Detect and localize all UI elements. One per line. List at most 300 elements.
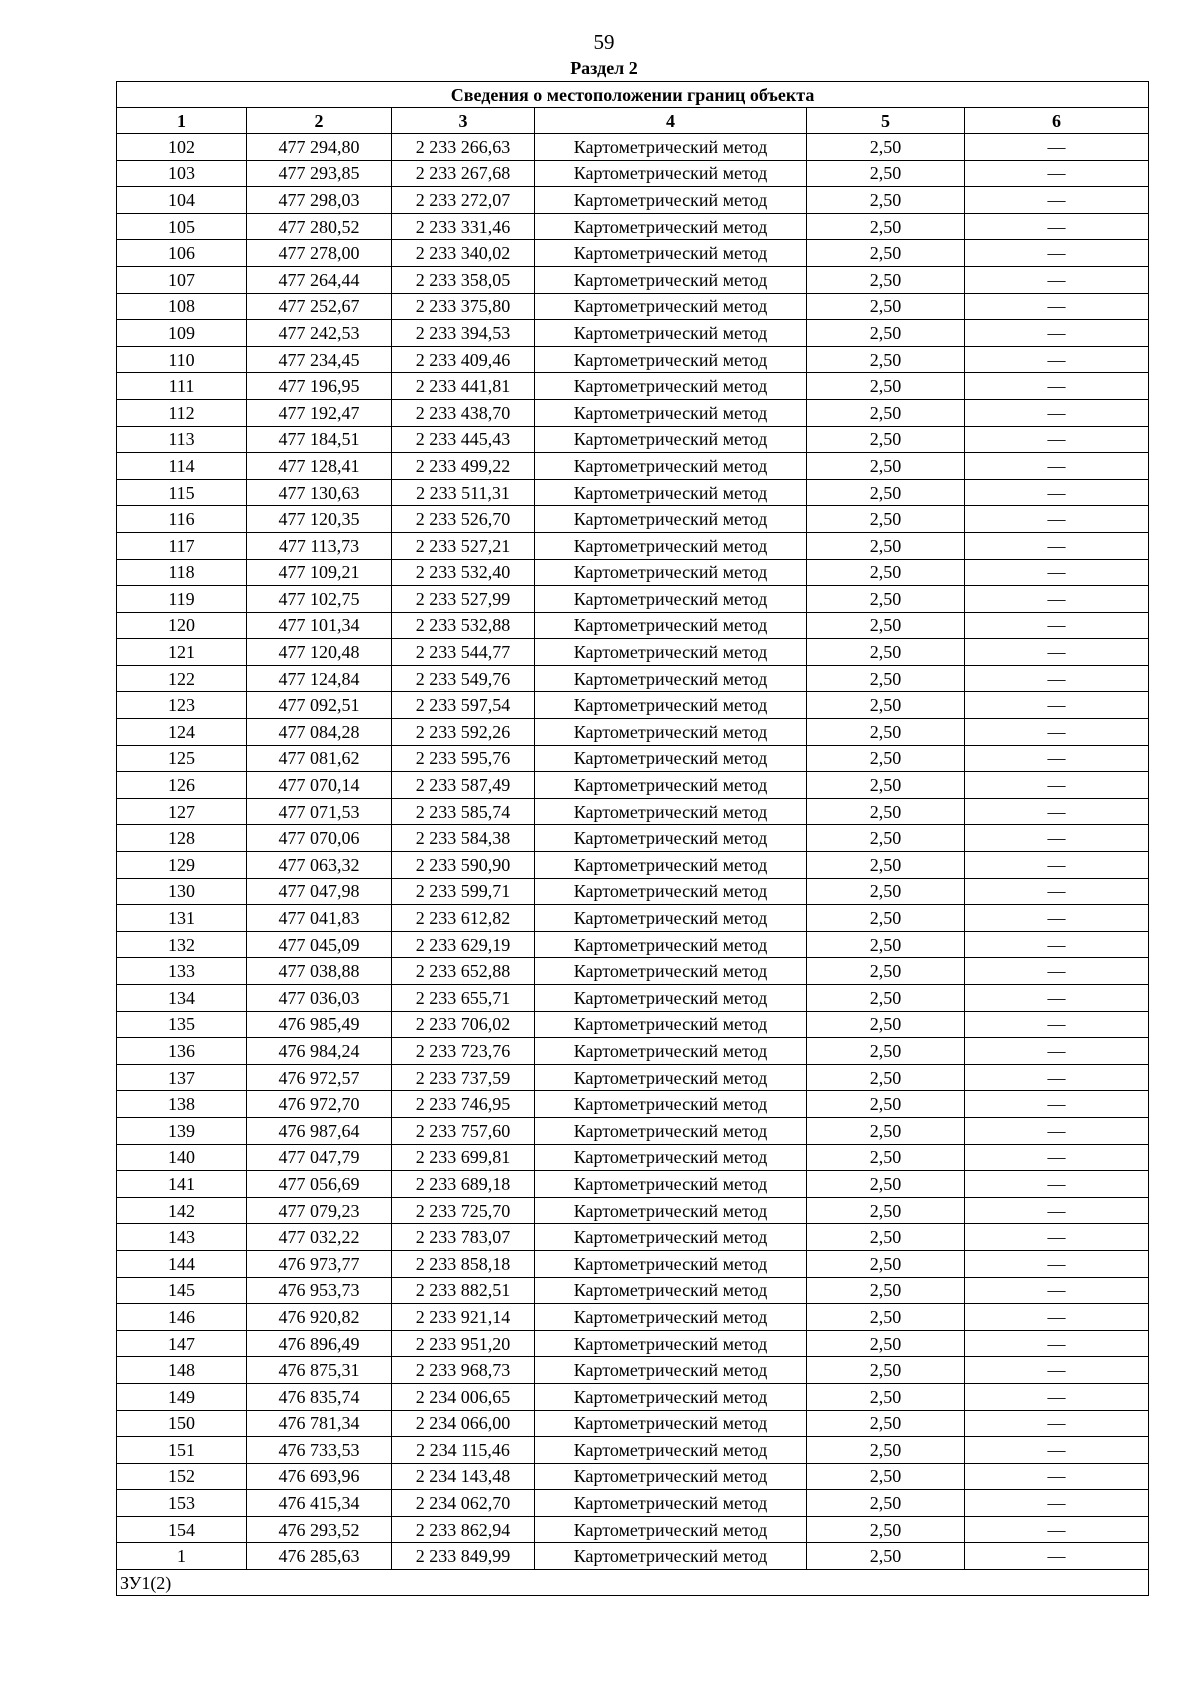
cell-description: — bbox=[965, 1437, 1149, 1464]
cell-coordinate-y: 2 233 757,60 bbox=[392, 1117, 535, 1144]
cell-coordinate-x: 476 835,74 bbox=[247, 1383, 392, 1410]
cell-point-number: 143 bbox=[117, 1224, 247, 1251]
cell-method: Картометрический метод bbox=[535, 745, 807, 772]
cell-point-number: 134 bbox=[117, 985, 247, 1012]
cell-point-number: 142 bbox=[117, 1197, 247, 1224]
cell-coordinate-x: 477 278,00 bbox=[247, 240, 392, 267]
cell-method: Картометрический метод bbox=[535, 373, 807, 400]
column-header-5: 5 bbox=[807, 108, 965, 134]
column-header-3: 3 bbox=[392, 108, 535, 134]
cell-coordinate-y: 2 233 629,19 bbox=[392, 931, 535, 958]
cell-accuracy: 2,50 bbox=[807, 1144, 965, 1171]
cell-description: — bbox=[965, 426, 1149, 453]
cell-description: — bbox=[965, 559, 1149, 586]
cell-method: Картометрический метод bbox=[535, 1117, 807, 1144]
cell-point-number: 138 bbox=[117, 1091, 247, 1118]
cell-coordinate-x: 477 113,73 bbox=[247, 532, 392, 559]
cell-description: — bbox=[965, 905, 1149, 932]
cell-coordinate-x: 476 285,63 bbox=[247, 1543, 392, 1570]
cell-point-number: 140 bbox=[117, 1144, 247, 1171]
cell-coordinate-x: 477 101,34 bbox=[247, 612, 392, 639]
cell-accuracy: 2,50 bbox=[807, 293, 965, 320]
cell-method: Картометрический метод bbox=[535, 453, 807, 480]
cell-description: — bbox=[965, 134, 1149, 161]
table-row bbox=[117, 1224, 1149, 1251]
cell-accuracy: 2,50 bbox=[807, 852, 965, 879]
cell-description: — bbox=[965, 931, 1149, 958]
cell-coordinate-x: 477 120,48 bbox=[247, 639, 392, 666]
table-row bbox=[117, 373, 1149, 400]
cell-method: Картометрический метод bbox=[535, 1437, 807, 1464]
cell-coordinate-y: 2 233 723,76 bbox=[392, 1038, 535, 1065]
table-row bbox=[117, 532, 1149, 559]
table-row bbox=[117, 1543, 1149, 1570]
cell-method: Картометрический метод bbox=[535, 719, 807, 746]
cell-method: Картометрический метод bbox=[535, 985, 807, 1012]
cell-accuracy: 2,50 bbox=[807, 240, 965, 267]
cell-point-number: 107 bbox=[117, 266, 247, 293]
cell-point-number: 145 bbox=[117, 1277, 247, 1304]
cell-coordinate-y: 2 233 445,43 bbox=[392, 426, 535, 453]
cell-description: — bbox=[965, 745, 1149, 772]
cell-coordinate-y: 2 233 266,63 bbox=[392, 134, 535, 161]
table-row bbox=[117, 719, 1149, 746]
table-row bbox=[117, 745, 1149, 772]
cell-point-number: 124 bbox=[117, 719, 247, 746]
cell-coordinate-x: 476 984,24 bbox=[247, 1038, 392, 1065]
cell-method: Картометрический метод bbox=[535, 1516, 807, 1543]
cell-method: Картометрический метод bbox=[535, 1144, 807, 1171]
table-row bbox=[117, 1383, 1149, 1410]
cell-description: — bbox=[965, 719, 1149, 746]
table-row bbox=[117, 1091, 1149, 1118]
cell-coordinate-y: 2 233 595,76 bbox=[392, 745, 535, 772]
cell-point-number: 126 bbox=[117, 772, 247, 799]
cell-accuracy: 2,50 bbox=[807, 1197, 965, 1224]
cell-coordinate-y: 2 233 272,07 bbox=[392, 187, 535, 214]
cell-method: Картометрический метод bbox=[535, 266, 807, 293]
cell-point-number: 129 bbox=[117, 852, 247, 879]
cell-accuracy: 2,50 bbox=[807, 453, 965, 480]
cell-method: Картометрический метод bbox=[535, 1197, 807, 1224]
cell-method: Картометрический метод bbox=[535, 240, 807, 267]
table-row bbox=[117, 852, 1149, 879]
cell-description: — bbox=[965, 1410, 1149, 1437]
cell-method: Картометрический метод bbox=[535, 1224, 807, 1251]
cell-description: — bbox=[965, 772, 1149, 799]
cell-method: Картометрический метод bbox=[535, 1543, 807, 1570]
table-row bbox=[117, 825, 1149, 852]
cell-accuracy: 2,50 bbox=[807, 1490, 965, 1517]
cell-method: Картометрический метод bbox=[535, 612, 807, 639]
cell-point-number: 139 bbox=[117, 1117, 247, 1144]
cell-point-number: 112 bbox=[117, 399, 247, 426]
cell-point-number: 136 bbox=[117, 1038, 247, 1065]
cell-accuracy: 2,50 bbox=[807, 1330, 965, 1357]
cell-accuracy: 2,50 bbox=[807, 1543, 965, 1570]
cell-coordinate-x: 477 293,85 bbox=[247, 160, 392, 187]
cell-coordinate-y: 2 233 862,94 bbox=[392, 1516, 535, 1543]
cell-coordinate-x: 477 041,83 bbox=[247, 905, 392, 932]
cell-coordinate-y: 2 234 006,65 bbox=[392, 1383, 535, 1410]
cell-coordinate-x: 477 084,28 bbox=[247, 719, 392, 746]
cell-method: Картометрический метод bbox=[535, 1250, 807, 1277]
cell-description: — bbox=[965, 293, 1149, 320]
cell-method: Картометрический метод bbox=[535, 878, 807, 905]
cell-coordinate-x: 477 280,52 bbox=[247, 213, 392, 240]
cell-coordinate-x: 477 047,79 bbox=[247, 1144, 392, 1171]
table-row bbox=[117, 665, 1149, 692]
cell-coordinate-x: 477 294,80 bbox=[247, 134, 392, 161]
cell-method: Картометрический метод bbox=[535, 1011, 807, 1038]
cell-coordinate-y: 2 233 340,02 bbox=[392, 240, 535, 267]
cell-point-number: 122 bbox=[117, 665, 247, 692]
cell-accuracy: 2,50 bbox=[807, 665, 965, 692]
cell-point-number: 109 bbox=[117, 320, 247, 347]
page-number: 59 bbox=[593, 30, 615, 54]
cell-coordinate-y: 2 233 599,71 bbox=[392, 878, 535, 905]
cell-method: Картометрический метод bbox=[535, 559, 807, 586]
cell-method: Картометрический метод bbox=[535, 532, 807, 559]
cell-coordinate-x: 477 124,84 bbox=[247, 665, 392, 692]
cell-method: Картометрический метод bbox=[535, 825, 807, 852]
cell-method: Картометрический метод bbox=[535, 772, 807, 799]
cell-point-number: 130 bbox=[117, 878, 247, 905]
table-row bbox=[117, 213, 1149, 240]
column-header-1: 1 bbox=[117, 108, 247, 134]
table-row bbox=[117, 1463, 1149, 1490]
cell-point-number: 148 bbox=[117, 1357, 247, 1384]
cell-coordinate-y: 2 233 394,53 bbox=[392, 320, 535, 347]
cell-description: — bbox=[965, 1197, 1149, 1224]
cell-accuracy: 2,50 bbox=[807, 1171, 965, 1198]
cell-coordinate-x: 477 045,09 bbox=[247, 931, 392, 958]
table-row bbox=[117, 346, 1149, 373]
cell-accuracy: 2,50 bbox=[807, 213, 965, 240]
cell-coordinate-x: 476 953,73 bbox=[247, 1277, 392, 1304]
cell-method: Картометрический метод bbox=[535, 931, 807, 958]
cell-point-number: 141 bbox=[117, 1171, 247, 1198]
cell-accuracy: 2,50 bbox=[807, 1117, 965, 1144]
cell-point-number: 102 bbox=[117, 134, 247, 161]
cell-accuracy: 2,50 bbox=[807, 1410, 965, 1437]
cell-coordinate-y: 2 233 549,76 bbox=[392, 665, 535, 692]
cell-point-number: 106 bbox=[117, 240, 247, 267]
cell-coordinate-x: 477 071,53 bbox=[247, 798, 392, 825]
cell-description: — bbox=[965, 506, 1149, 533]
cell-coordinate-y: 2 233 438,70 bbox=[392, 399, 535, 426]
cell-method: Картометрический метод bbox=[535, 1277, 807, 1304]
cell-coordinate-y: 2 233 592,26 bbox=[392, 719, 535, 746]
cell-point-number: 117 bbox=[117, 532, 247, 559]
cell-coordinate-x: 477 047,98 bbox=[247, 878, 392, 905]
cell-description: — bbox=[965, 1383, 1149, 1410]
cell-coordinate-x: 477 196,95 bbox=[247, 373, 392, 400]
cell-coordinate-y: 2 233 951,20 bbox=[392, 1330, 535, 1357]
cell-accuracy: 2,50 bbox=[807, 931, 965, 958]
cell-accuracy: 2,50 bbox=[807, 692, 965, 719]
cell-coordinate-y: 2 233 532,88 bbox=[392, 612, 535, 639]
table-row bbox=[117, 1304, 1149, 1331]
column-header-6: 6 bbox=[965, 108, 1149, 134]
table-row bbox=[117, 1250, 1149, 1277]
cell-coordinate-y: 2 233 358,05 bbox=[392, 266, 535, 293]
cell-coordinate-x: 477 092,51 bbox=[247, 692, 392, 719]
cell-description: — bbox=[965, 213, 1149, 240]
cell-description: — bbox=[965, 1171, 1149, 1198]
cell-description: — bbox=[965, 798, 1149, 825]
cell-coordinate-x: 477 036,03 bbox=[247, 985, 392, 1012]
table-row bbox=[117, 1490, 1149, 1517]
cell-accuracy: 2,50 bbox=[807, 1011, 965, 1038]
cell-coordinate-y: 2 233 587,49 bbox=[392, 772, 535, 799]
column-header-4: 4 bbox=[535, 108, 807, 134]
cell-description: — bbox=[965, 1490, 1149, 1517]
table-row bbox=[117, 586, 1149, 613]
table-row bbox=[117, 320, 1149, 347]
cell-coordinate-y: 2 234 062,70 bbox=[392, 1490, 535, 1517]
cell-point-number: 120 bbox=[117, 612, 247, 639]
cell-coordinate-y: 2 233 331,46 bbox=[392, 213, 535, 240]
cell-accuracy: 2,50 bbox=[807, 479, 965, 506]
table-row bbox=[117, 1038, 1149, 1065]
cell-coordinate-x: 476 896,49 bbox=[247, 1330, 392, 1357]
cell-description: — bbox=[965, 852, 1149, 879]
section-title: Раздел 2 bbox=[570, 58, 638, 78]
cell-coordinate-x: 477 192,47 bbox=[247, 399, 392, 426]
cell-point-number: 113 bbox=[117, 426, 247, 453]
cell-description: — bbox=[965, 266, 1149, 293]
cell-method: Картометрический метод bbox=[535, 1171, 807, 1198]
cell-coordinate-y: 2 233 612,82 bbox=[392, 905, 535, 932]
cell-description: — bbox=[965, 399, 1149, 426]
cell-point-number: 152 bbox=[117, 1463, 247, 1490]
cell-coordinate-x: 477 252,67 bbox=[247, 293, 392, 320]
cell-coordinate-y: 2 234 143,48 bbox=[392, 1463, 535, 1490]
cell-description: — bbox=[965, 1277, 1149, 1304]
cell-coordinate-y: 2 233 655,71 bbox=[392, 985, 535, 1012]
cell-accuracy: 2,50 bbox=[807, 346, 965, 373]
cell-accuracy: 2,50 bbox=[807, 532, 965, 559]
table-row bbox=[117, 772, 1149, 799]
cell-method: Картометрический метод bbox=[535, 187, 807, 214]
table-row bbox=[117, 1437, 1149, 1464]
cell-coordinate-x: 476 293,52 bbox=[247, 1516, 392, 1543]
cell-method: Картометрический метод bbox=[535, 1357, 807, 1384]
cell-description: — bbox=[965, 958, 1149, 985]
cell-accuracy: 2,50 bbox=[807, 160, 965, 187]
cell-method: Картометрический метод bbox=[535, 1304, 807, 1331]
cell-point-number: 125 bbox=[117, 745, 247, 772]
cell-point-number: 149 bbox=[117, 1383, 247, 1410]
footer-row bbox=[117, 1570, 1149, 1596]
cell-coordinate-x: 477 063,32 bbox=[247, 852, 392, 879]
cell-coordinate-x: 476 987,64 bbox=[247, 1117, 392, 1144]
cell-coordinate-x: 477 070,14 bbox=[247, 772, 392, 799]
cell-description: — bbox=[965, 825, 1149, 852]
table-row bbox=[117, 266, 1149, 293]
cell-coordinate-y: 2 233 699,81 bbox=[392, 1144, 535, 1171]
cell-coordinate-x: 477 070,06 bbox=[247, 825, 392, 852]
table-row bbox=[117, 160, 1149, 187]
cell-coordinate-x: 477 079,23 bbox=[247, 1197, 392, 1224]
table-row bbox=[117, 479, 1149, 506]
table-row bbox=[117, 1197, 1149, 1224]
cell-coordinate-y: 2 233 441,81 bbox=[392, 373, 535, 400]
cell-coordinate-y: 2 233 267,68 bbox=[392, 160, 535, 187]
table-row bbox=[117, 985, 1149, 1012]
table-caption: Сведения о местоположении границ объекта bbox=[117, 82, 1149, 108]
cell-coordinate-y: 2 233 527,99 bbox=[392, 586, 535, 613]
cell-coordinate-x: 477 038,88 bbox=[247, 958, 392, 985]
boundary-coordinates-table bbox=[116, 81, 1149, 1596]
cell-coordinate-y: 2 234 115,46 bbox=[392, 1437, 535, 1464]
cell-accuracy: 2,50 bbox=[807, 958, 965, 985]
cell-description: — bbox=[965, 1250, 1149, 1277]
cell-description: — bbox=[965, 639, 1149, 666]
cell-accuracy: 2,50 bbox=[807, 1277, 965, 1304]
cell-method: Картометрический метод bbox=[535, 958, 807, 985]
cell-point-number: 111 bbox=[117, 373, 247, 400]
table-row bbox=[117, 187, 1149, 214]
cell-description: — bbox=[965, 1330, 1149, 1357]
cell-method: Картометрический метод bbox=[535, 639, 807, 666]
cell-description: — bbox=[965, 665, 1149, 692]
cell-coordinate-x: 477 298,03 bbox=[247, 187, 392, 214]
cell-coordinate-y: 2 233 585,74 bbox=[392, 798, 535, 825]
cell-description: — bbox=[965, 532, 1149, 559]
cell-description: — bbox=[965, 1144, 1149, 1171]
table-row bbox=[117, 1330, 1149, 1357]
cell-description: — bbox=[965, 1543, 1149, 1570]
cell-coordinate-x: 477 102,75 bbox=[247, 586, 392, 613]
cell-point-number: 1 bbox=[117, 1543, 247, 1570]
cell-method: Картометрический метод bbox=[535, 320, 807, 347]
table-row bbox=[117, 612, 1149, 639]
cell-coordinate-x: 476 972,57 bbox=[247, 1064, 392, 1091]
cell-point-number: 118 bbox=[117, 559, 247, 586]
cell-point-number: 151 bbox=[117, 1437, 247, 1464]
table-row bbox=[117, 1144, 1149, 1171]
cell-accuracy: 2,50 bbox=[807, 798, 965, 825]
cell-accuracy: 2,50 bbox=[807, 320, 965, 347]
cell-coordinate-y: 2 233 375,80 bbox=[392, 293, 535, 320]
cell-coordinate-x: 476 733,53 bbox=[247, 1437, 392, 1464]
cell-coordinate-x: 476 985,49 bbox=[247, 1011, 392, 1038]
cell-description: — bbox=[965, 878, 1149, 905]
column-header-row bbox=[117, 108, 1149, 134]
cell-accuracy: 2,50 bbox=[807, 1064, 965, 1091]
table-row bbox=[117, 1011, 1149, 1038]
cell-method: Картометрический метод bbox=[535, 1330, 807, 1357]
cell-accuracy: 2,50 bbox=[807, 1463, 965, 1490]
cell-coordinate-y: 2 233 544,77 bbox=[392, 639, 535, 666]
cell-point-number: 137 bbox=[117, 1064, 247, 1091]
cell-coordinate-y: 2 233 532,40 bbox=[392, 559, 535, 586]
cell-description: — bbox=[965, 692, 1149, 719]
cell-coordinate-x: 477 109,21 bbox=[247, 559, 392, 586]
cell-method: Картометрический метод bbox=[535, 213, 807, 240]
cell-point-number: 147 bbox=[117, 1330, 247, 1357]
cell-method: Картометрический метод bbox=[535, 479, 807, 506]
table-row bbox=[117, 905, 1149, 932]
cell-method: Картометрический метод bbox=[535, 399, 807, 426]
cell-description: — bbox=[965, 1011, 1149, 1038]
cell-method: Картометрический метод bbox=[535, 665, 807, 692]
cell-coordinate-y: 2 233 737,59 bbox=[392, 1064, 535, 1091]
cell-point-number: 114 bbox=[117, 453, 247, 480]
cell-description: — bbox=[965, 1038, 1149, 1065]
cell-method: Картометрический метод bbox=[535, 1091, 807, 1118]
cell-coordinate-y: 2 233 527,21 bbox=[392, 532, 535, 559]
cell-method: Картометрический метод bbox=[535, 798, 807, 825]
cell-point-number: 128 bbox=[117, 825, 247, 852]
cell-accuracy: 2,50 bbox=[807, 719, 965, 746]
cell-point-number: 154 bbox=[117, 1516, 247, 1543]
cell-coordinate-x: 477 128,41 bbox=[247, 453, 392, 480]
cell-accuracy: 2,50 bbox=[807, 266, 965, 293]
cell-point-number: 121 bbox=[117, 639, 247, 666]
cell-description: — bbox=[965, 479, 1149, 506]
cell-accuracy: 2,50 bbox=[807, 1357, 965, 1384]
table-row bbox=[117, 426, 1149, 453]
table-row bbox=[117, 453, 1149, 480]
cell-description: — bbox=[965, 586, 1149, 613]
plot-label: ЗУ1(2) bbox=[117, 1570, 1149, 1596]
cell-method: Картометрический метод bbox=[535, 506, 807, 533]
cell-description: — bbox=[965, 1357, 1149, 1384]
cell-coordinate-x: 476 415,34 bbox=[247, 1490, 392, 1517]
cell-coordinate-y: 2 233 849,99 bbox=[392, 1543, 535, 1570]
cell-point-number: 115 bbox=[117, 479, 247, 506]
cell-method: Картометрический метод bbox=[535, 692, 807, 719]
cell-coordinate-x: 476 920,82 bbox=[247, 1304, 392, 1331]
cell-coordinate-y: 2 233 858,18 bbox=[392, 1250, 535, 1277]
table-row bbox=[117, 506, 1149, 533]
cell-description: — bbox=[965, 346, 1149, 373]
cell-description: — bbox=[965, 612, 1149, 639]
cell-coordinate-x: 477 120,35 bbox=[247, 506, 392, 533]
table-row bbox=[117, 798, 1149, 825]
cell-coordinate-x: 476 972,70 bbox=[247, 1091, 392, 1118]
cell-accuracy: 2,50 bbox=[807, 905, 965, 932]
table-row bbox=[117, 692, 1149, 719]
cell-description: — bbox=[965, 453, 1149, 480]
cell-accuracy: 2,50 bbox=[807, 612, 965, 639]
table-row bbox=[117, 878, 1149, 905]
cell-description: — bbox=[965, 1091, 1149, 1118]
cell-description: — bbox=[965, 160, 1149, 187]
cell-description: — bbox=[965, 320, 1149, 347]
cell-accuracy: 2,50 bbox=[807, 373, 965, 400]
cell-accuracy: 2,50 bbox=[807, 506, 965, 533]
cell-accuracy: 2,50 bbox=[807, 639, 965, 666]
cell-method: Картометрический метод bbox=[535, 346, 807, 373]
cell-coordinate-y: 2 233 590,90 bbox=[392, 852, 535, 879]
cell-coordinate-y: 2 233 499,22 bbox=[392, 453, 535, 480]
cell-accuracy: 2,50 bbox=[807, 399, 965, 426]
cell-description: — bbox=[965, 373, 1149, 400]
cell-point-number: 127 bbox=[117, 798, 247, 825]
cell-accuracy: 2,50 bbox=[807, 586, 965, 613]
table-row bbox=[117, 1277, 1149, 1304]
cell-method: Картометрический метод bbox=[535, 134, 807, 161]
table-row bbox=[117, 1410, 1149, 1437]
cell-coordinate-y: 2 233 725,70 bbox=[392, 1197, 535, 1224]
cell-point-number: 116 bbox=[117, 506, 247, 533]
table-body bbox=[117, 134, 1149, 1570]
cell-coordinate-y: 2 233 584,38 bbox=[392, 825, 535, 852]
